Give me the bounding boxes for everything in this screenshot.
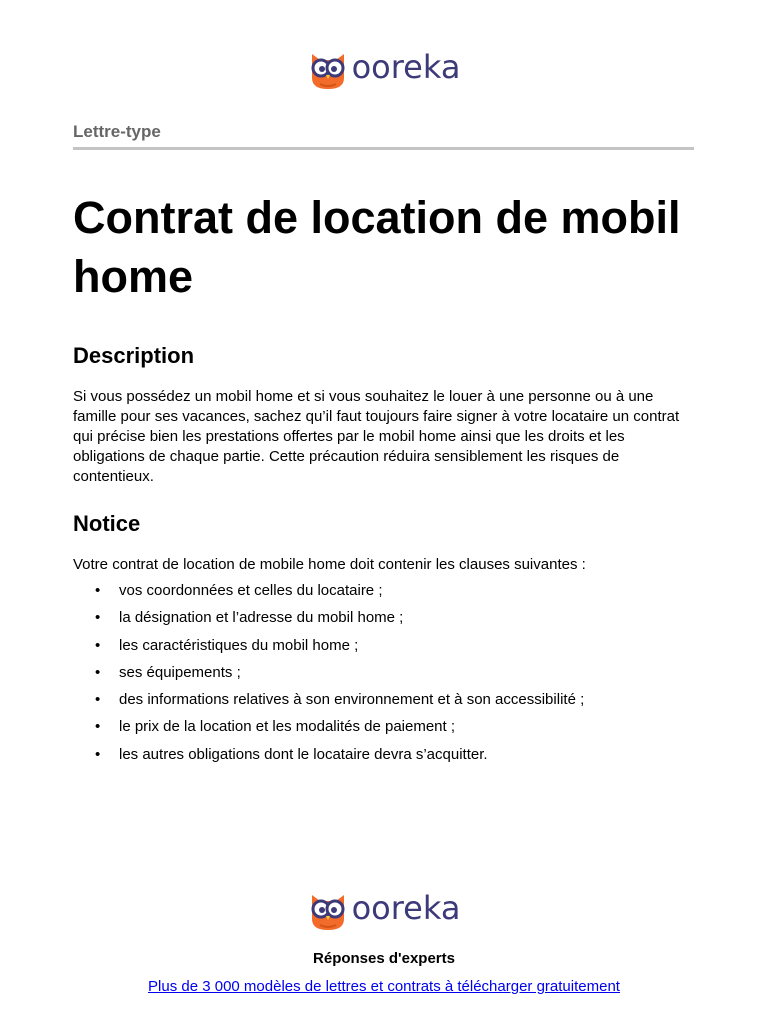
footer-tagline: Réponses d'experts — [313, 950, 455, 967]
list-item-text: la désignation et l’adresse du mobil home ; — [119, 609, 404, 627]
list-item-text: ses équipements ; — [119, 663, 241, 681]
brand-logo-footer — [0, 889, 768, 931]
list-item — [73, 636, 698, 663]
list-item — [73, 745, 698, 772]
section-heading-description: Description — [73, 343, 195, 368]
clauses-list — [73, 581, 698, 772]
list-item-text: les autres obligations dont le locataire devra s’acquitter. — [119, 745, 488, 763]
bullet-icon: • — [95, 582, 101, 599]
bullet-icon: • — [95, 663, 101, 681]
list-item — [73, 608, 698, 635]
bullet-icon: • — [95, 745, 101, 763]
brand-logo-header — [0, 48, 768, 90]
list-item-text: vos coordonnées et celles du locataire ; — [119, 582, 383, 599]
list-item — [73, 717, 698, 744]
list-item — [73, 663, 698, 690]
document-type-label: Lettre-type — [73, 122, 161, 141]
list-item-text: les caractéristiques du mobil home ; — [119, 636, 359, 654]
brand-name: ooreka — [351, 48, 461, 86]
bullet-icon: • — [95, 691, 101, 709]
section-heading-notice: Notice — [73, 511, 141, 536]
owl-logo-icon — [308, 48, 348, 90]
description-paragraph: Si vous possédez un mobil home et si vous souhaitez le louer à une personne ou à une famille pour ses vacances, sachez qu’il faut toujours faire signer à votre locataire un contrat qui précise bien les prestations offertes par le mobil home ainsi que les droits et les obligations de chaque partie. Cette précaution réduira sensiblement les risques de contentieux. — [73, 388, 680, 485]
page-title: Contrat de location de mobil home — [73, 192, 681, 302]
notice-intro: Votre contrat de location de mobile home doit contenir les clauses suivantes : — [73, 556, 586, 573]
bullet-icon: • — [95, 718, 101, 736]
list-item-text: le prix de la location et les modalités de paiement ; — [119, 718, 456, 736]
header-divider — [73, 147, 694, 150]
bullet-icon: • — [95, 636, 101, 654]
brand-name: ooreka — [351, 889, 461, 927]
bullet-icon: • — [95, 609, 101, 627]
owl-logo-icon — [308, 889, 348, 931]
list-item — [73, 581, 698, 608]
list-item-text: des informations relatives à son environnement et à son accessibilité ; — [119, 691, 585, 709]
templates-download-link[interactable]: Plus de 3 000 modèles de lettres et contrats à télécharger gratuitement — [148, 978, 620, 995]
list-item — [73, 690, 698, 717]
footer-link-container — [0, 978, 768, 995]
